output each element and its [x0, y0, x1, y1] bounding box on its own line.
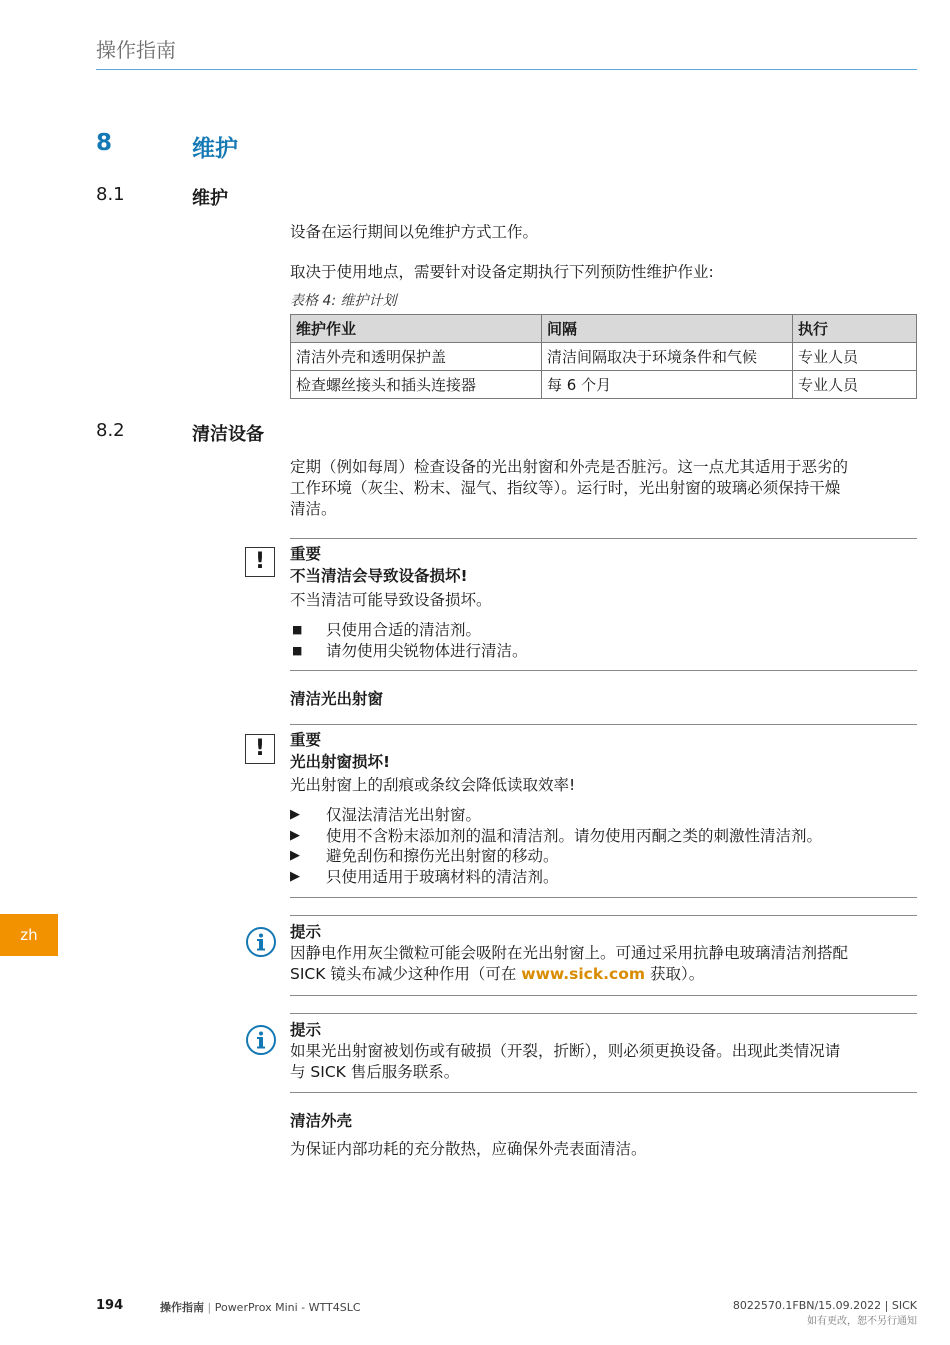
table-header-row — [291, 315, 917, 343]
table-cell: 每 6 个月 — [542, 371, 793, 399]
divider — [290, 1013, 917, 1014]
bullet-list — [290, 620, 917, 661]
info-circle-icon — [245, 1024, 277, 1056]
language-tab[interactable]: zh — [0, 914, 58, 956]
paragraph: 设备在运行期间以免维护方式工作。 — [290, 223, 539, 241]
page-number: 194 — [96, 1298, 124, 1313]
divider — [290, 670, 917, 671]
column-header: 间隔 — [542, 315, 793, 343]
table-cell: 专业人员 — [793, 343, 917, 371]
section-number-8-2: 8.2 — [96, 420, 125, 441]
list-item — [290, 620, 917, 641]
step-list — [290, 805, 917, 887]
paragraph-line: 工作环境（灰尘、粉末、湿气、指纹等）。运行时，光出射窗的玻璃必须保持干燥 — [290, 479, 841, 497]
hint-text-line: 如果光出射窗被划伤或有破损（开裂，折断），则必须更换设备。出现此类情况请 — [290, 1042, 841, 1060]
subsection-title: 清洁外壳 — [290, 1112, 353, 1130]
section-title-8-1: 维护 — [192, 188, 228, 209]
table-cell: 专业人员 — [793, 371, 917, 399]
hint-text-line: 与 SICK 售后服务联系。 — [290, 1063, 460, 1081]
divider — [290, 1092, 917, 1093]
table-row — [291, 371, 917, 399]
list-item — [290, 805, 917, 826]
paragraph-line: 清洁。 — [290, 500, 337, 518]
divider — [290, 915, 917, 916]
list-item-text: 请勿使用尖锐物体进行清洁。 — [326, 641, 528, 660]
footer-doc-type: 操作指南 — [160, 1301, 204, 1314]
paragraph-line: 定期（例如每周）检查设备的光出射窗和外壳是否脏污。这一点尤其适用于恶劣的 — [290, 458, 849, 476]
exclamation-box-icon: ! — [245, 547, 275, 577]
divider — [290, 724, 917, 725]
notice-text: 不当清洁可能导致设备损坏。 — [290, 591, 492, 609]
list-item — [290, 846, 917, 867]
hint-text-part: SICK 镜头布减少这种作用（可在 — [290, 965, 517, 983]
hint-text-line: 因静电作用灰尘微粒可能会吸附在光出射窗上。可通过采用抗静电玻璃清洁剂搭配 — [290, 944, 849, 962]
triangle-right-icon: ▶ — [290, 868, 300, 884]
section-number-8-1: 8.1 — [96, 184, 125, 205]
list-item-text: 仅湿法清洁光出射窗。 — [326, 806, 482, 824]
exclamation-box-icon: ! — [245, 734, 275, 764]
list-item-text: 避免刮伤和擦伤光出射窗的移动。 — [326, 847, 559, 865]
notice-heading: 光出射窗损坏! — [290, 753, 391, 771]
footer-document-info — [160, 1299, 361, 1315]
triangle-right-icon: ▶ — [290, 827, 300, 843]
divider — [290, 995, 917, 996]
notice-heading: 不当清洁会导致设备损坏! — [290, 567, 468, 585]
list-item-text: 使用不含粉末添加剂的温和清洁剂。请勿使用丙酮之类的刺激性清洁剂。 — [326, 826, 823, 845]
list-item — [290, 867, 917, 888]
footer-separator: | — [207, 1301, 212, 1314]
footer-product: PowerProx Mini - WTT4SLC — [214, 1301, 361, 1314]
paragraph — [290, 457, 917, 520]
bullet-icon: ■ — [292, 623, 303, 636]
chapter-number: 8 — [96, 130, 113, 156]
sick-website-link[interactable]: www.sick.com — [521, 965, 646, 983]
paragraph: 为保证内部功耗的充分散热，应确保外壳表面清洁。 — [290, 1140, 647, 1158]
header-title: 操作指南 — [96, 38, 176, 62]
hint-label: 提示 — [290, 923, 322, 941]
notice-text: 光出射窗上的刮痕或条纹会降低读取效率! — [290, 776, 576, 794]
hint-text-line — [290, 964, 917, 985]
hint-text-part: 获取）。 — [649, 965, 705, 983]
notice-label: 重要 — [290, 731, 322, 749]
divider — [290, 538, 917, 539]
header-divider — [96, 69, 917, 70]
subsection-title: 清洁光出射窗 — [290, 690, 384, 708]
table-row — [291, 343, 917, 371]
triangle-right-icon: ▶ — [290, 848, 300, 863]
list-item-text: 只使用合适的清洁剂。 — [326, 621, 482, 639]
bullet-icon: ■ — [292, 643, 303, 657]
column-header: 执行 — [793, 315, 917, 343]
notice-label: 重要 — [290, 545, 322, 563]
list-item-text: 只使用适用于玻璃材料的清洁剂。 — [326, 867, 559, 886]
section-title-8-2: 清洁设备 — [192, 424, 264, 445]
table-cell: 检查螺丝接头和插头连接器 — [291, 371, 542, 399]
footer-doc-id: 8022570.1FBN/15.09.2022 | SICK — [732, 1299, 917, 1312]
hint-label: 提示 — [290, 1021, 322, 1039]
triangle-right-icon: ▶ — [290, 807, 300, 822]
chapter-title: 维护 — [192, 136, 238, 162]
table-caption: 表格 4: 维护计划 — [290, 293, 397, 309]
hint-text — [290, 943, 917, 985]
paragraph: 取决于使用地点，需要针对设备定期执行下列预防性维护作业: — [290, 263, 714, 281]
table-cell: 清洁间隔取决于环境条件和气候 — [542, 343, 793, 371]
footer-note: 如有更改，恕不另行通知 — [807, 1316, 917, 1327]
hint-text — [290, 1041, 917, 1083]
divider — [290, 897, 917, 898]
list-item — [290, 826, 917, 847]
info-circle-icon — [245, 926, 277, 958]
column-header: 维护作业 — [291, 315, 542, 343]
maintenance-table — [290, 314, 917, 399]
list-item — [290, 641, 917, 662]
table-cell: 清洁外壳和透明保护盖 — [291, 343, 542, 371]
